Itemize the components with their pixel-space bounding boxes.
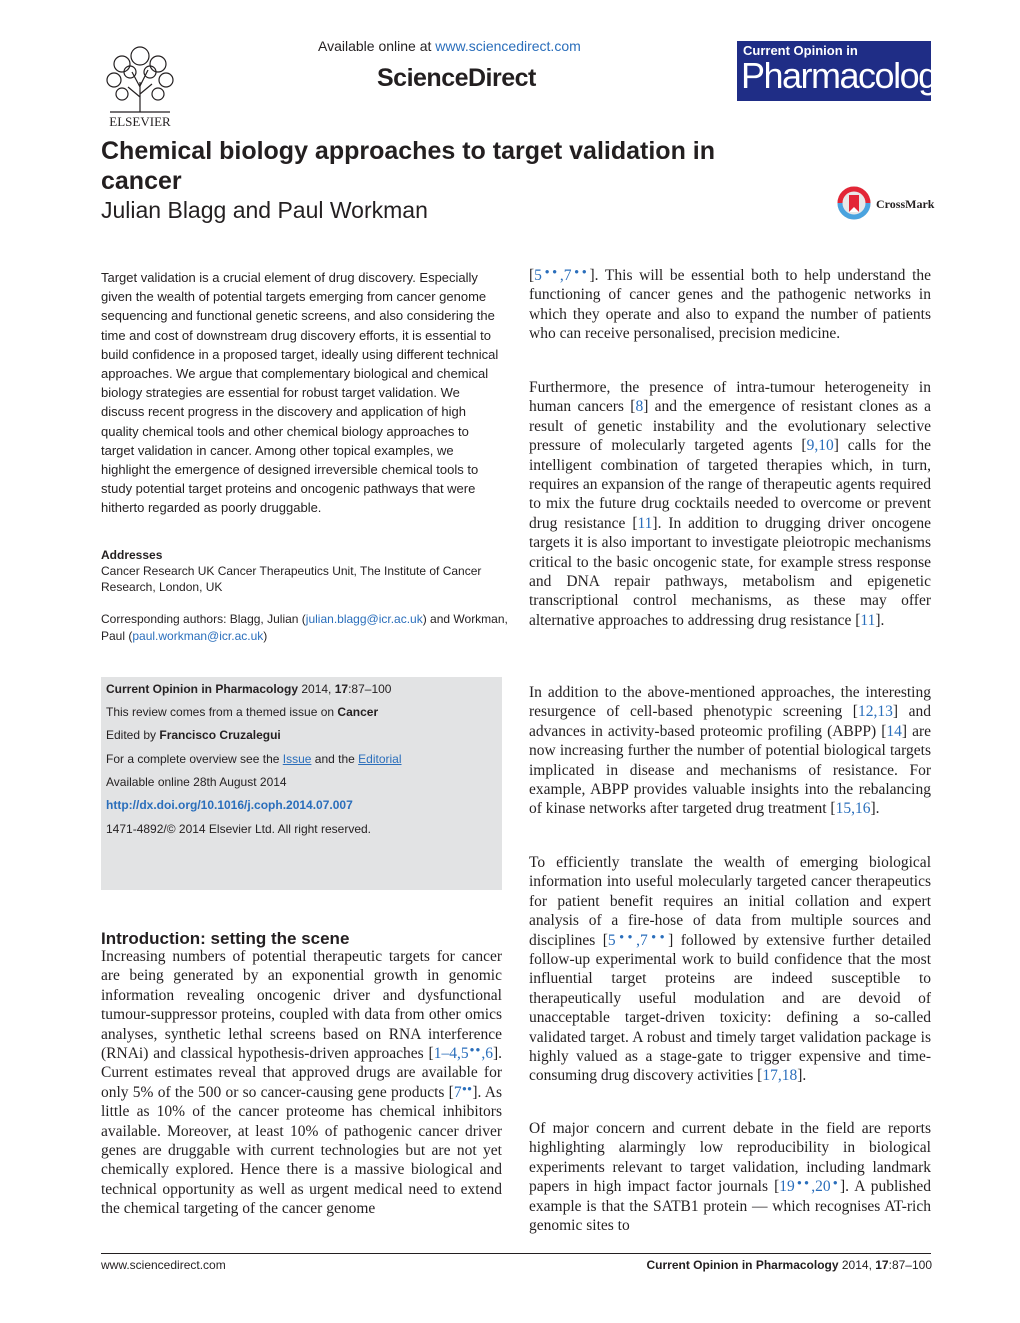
crossmark-label[interactable]: CrossMark	[876, 197, 935, 211]
info-available: Available online 28th August 2014	[106, 775, 287, 789]
citation[interactable]: 17,18	[762, 1067, 798, 1085]
journal-logo-line1: Current Opinion in	[743, 43, 858, 58]
info-citation: Current Opinion in Pharmacology 2014, 17:87–100	[106, 682, 392, 696]
journal-logo-line2: Pharmacology	[741, 55, 954, 96]
article-authors: Julian Blagg and Paul Workman	[101, 197, 428, 223]
citation[interactable]: 7●●	[453, 1083, 473, 1101]
citation[interactable]: 14	[886, 722, 902, 740]
sciencedirect-wordmark: ScienceDirect	[377, 64, 536, 92]
elsevier-wordmark: ELSEVIER	[109, 114, 171, 129]
available-online: Available online at www.sciencedirect.com	[318, 38, 581, 54]
addresses-heading: Addresses	[101, 548, 163, 562]
section-heading-introduction: Introduction: setting the scene	[101, 929, 350, 948]
citation[interactable]: 19●●,20●	[779, 1178, 840, 1196]
email-link-workman[interactable]: paul.workman@icr.ac.uk	[132, 628, 264, 643]
doi-link[interactable]: http://dx.doi.org/10.1016/j.coph.2014.07.007	[106, 798, 353, 812]
issue-link[interactable]: Issue	[282, 752, 312, 766]
body-paragraph-3: In addition to the above-mentioned approaches, the interesting resurgence of cell-based phenotypic screening [12,13] and advances in activity-based proteomic profiling (ABPP) [14] are now increasing further the number of potential biological targets implicated in disease and mechanisms of resistance. For example, ABPP provides valuable insights into the rebalancing of kinase networks after targeted drug treatment [15,16].	[529, 684, 931, 818]
abstract: Target validation is a crucial element of drug discovery. Especially given the wealth of potential targets emerging from cancer genome sequencing and functional genetic screens, and also considering the time and cost of downstream drug discovery efforts, it is essential to build confidence in a proposed target, ideally using different technical approaches. We argue that complementary biological and chemical biology strategies are essential for robust target validation. We discuss recent progress in the discovery and application of high quality chemical tools and other chemical biology approaches to target validation in cancer. Among other topical examples, we highlight the emergence of designed irreversible chemical tools to study potential target proteins and oncogenic pathways that were hitherto regarded as poorly druggable.	[101, 270, 499, 516]
body-paragraph-4: To efficiently translate the wealth of emerging biological information into useful molecularly targeted cancer therapeutics for patient benefit requires an initial collation and expert analysis of a fire-hose of data from multiple sources and disciplines [5●●,7●●] followed by extensive further detailed follow-up experimental work to build confidence that the most influential target proteins are indeed susceptible to therapeutically useful modulation and are devoid of unacceptable target-driven toxicity: defining a so-called validated target. A robust and timely target validation package is highly valued as a stage-gate to trigger expensive and time-consuming drug discovery activities [17,18].	[529, 854, 931, 1085]
citation[interactable]: 12,13	[857, 703, 893, 721]
info-theme: This review comes from a themed issue on Cancer	[106, 705, 379, 719]
info-overview: For a complete overview see the Issue and the Editorial	[106, 752, 402, 766]
article-info-box	[101, 677, 502, 890]
footer-url[interactable]: www.sciencedirect.com	[101, 1258, 226, 1272]
corresponding-authors: Corresponding authors: Blagg, Julian (julian.blagg@icr.ac.uk) and Workman, Paul (paul.workman@icr.ac.uk)	[101, 612, 508, 643]
email-link-blagg[interactable]: julian.blagg@icr.ac.uk	[305, 612, 423, 626]
citation[interactable]: 11	[637, 514, 653, 532]
journal-logo	[737, 41, 954, 101]
footer-citation: Current Opinion in Pharmacology 2014, 17:87–100	[646, 1258, 932, 1272]
citation[interactable]: 11	[860, 611, 876, 629]
article-title: Chemical biology approaches to target validation in cancer	[101, 137, 716, 195]
intro-paragraph-1: Increasing numbers of potential therapeutic targets for cancer are being generated by an exponential growth in genomic information revealing oncogenic driver and dysfunctional tumour-suppressor proteins, coupled with data from other omics analyses, synthetic lethal screens based on RNA interference (RNAi) and classical hypothesis-driven approaches [1–4,5●●,6]. Current estimates reveal that approved drugs are available for only 5% of the 500 or so cancer-causing gene products [7●●]. As little as 10% of the cancer proteome has chemical inhibitors available. Moreover, at least 10% of pathogenic cancer driver genes are druggable with current technologies but are not yet chemically explored. Hence there is a massive biological and technical opportunity as well as urgent medical need to extend the chemical targeting of the cancer genome	[101, 948, 502, 1218]
footer-rule	[101, 1253, 931, 1254]
body-paragraph-2: Furthermore, the presence of intra-tumour heterogeneity in human cancers [8] and the emergence of resistant clones as a result of genetic instability and the evolutionary selective pressure of molecularly targeted agents [9,10] calls for the intelligent combination of targeted therapies which, in turn, requires an expansion of the range of therapeutic agents required to mix the future drug cocktails needed to overcome or prevent drug resistance [11]. In addition to drugging driver oncogene targets it is also important to investigate pleiotropic mechanisms critical to the basic oncogenic state, for example stress response and DNA repair pathways, metabolism and epigenetic transcriptional control mechanisms, as these may offer alternative approaches to addressing drug resistance [11].	[529, 379, 932, 629]
body-paragraph-1: [5●●,7●●]. This will be essential both to help understand the functioning of cancer genes and the pathogenic networks in which they operate and also to expand the number of patients who can receive personalised, precision medicine.	[529, 266, 931, 343]
citation[interactable]: 5●●,7●●	[607, 931, 669, 949]
elsevier-tree-logo	[100, 42, 180, 130]
info-editor: Edited by Francisco Cruzalegui	[106, 728, 281, 742]
sciencedirect-link[interactable]: www.sciencedirect.com	[435, 38, 581, 54]
info-copyright: 1471-4892/© 2014 Elsevier Ltd. All right reserved.	[106, 822, 371, 836]
citation[interactable]: 1–4,5●●,6	[433, 1044, 493, 1063]
editorial-link[interactable]: Editorial	[358, 752, 402, 766]
citation[interactable]: 8	[635, 398, 644, 416]
body-paragraph-5: Of major concern and current debate in the field are reports highlighting alarmingly low reproducibility in biological experiments relevant to target validation, including landmark papers in high impact factor journals [19●●,20●]. A published example is that the SATB1 protein — which recognises AT-rich genomic sites to	[529, 1120, 932, 1235]
citation[interactable]: 9,10	[806, 437, 834, 455]
citation[interactable]: 5●●,7●●	[534, 266, 590, 284]
addresses-text: Cancer Research UK Cancer Therapeutics Unit, The Institute of Cancer Research, London, UK	[101, 564, 482, 594]
citation[interactable]: 15,16	[835, 800, 871, 818]
